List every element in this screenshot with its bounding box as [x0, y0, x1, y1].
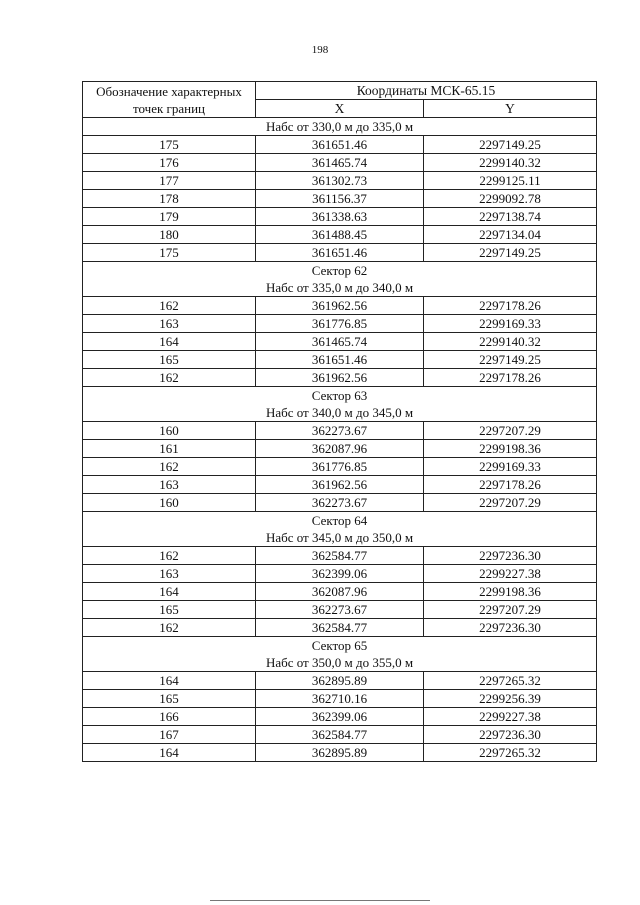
table-row	[83, 208, 597, 226]
x-coordinate-cell: 362273.67	[256, 601, 424, 619]
y-coordinate-cell: 2297178.26	[424, 476, 597, 494]
x-coordinate-cell: 361776.85	[256, 315, 424, 333]
point-cell: 162	[83, 619, 256, 637]
table-row	[83, 154, 597, 172]
x-coordinate-cell: 362399.06	[256, 708, 424, 726]
point-cell: 179	[83, 208, 256, 226]
y-coordinate-cell: 2297149.25	[424, 351, 597, 369]
point-cell: 160	[83, 494, 256, 512]
x-coordinate-cell: 361156.37	[256, 190, 424, 208]
x-coordinate-cell: 362584.77	[256, 547, 424, 565]
point-cell: 175	[83, 244, 256, 262]
bottom-rule	[210, 900, 430, 901]
y-coordinate-cell: 2299140.32	[424, 333, 597, 351]
point-cell: 162	[83, 458, 256, 476]
point-cell: 162	[83, 369, 256, 387]
x-coordinate-cell: 361651.46	[256, 244, 424, 262]
height-range: Набс от 335,0 м до 340,0 м	[265, 280, 414, 295]
y-coordinate-cell: 2297265.32	[424, 672, 597, 690]
table-row	[83, 565, 597, 583]
x-coordinate-cell: 361962.56	[256, 297, 424, 315]
table-body	[83, 118, 597, 762]
table-row	[83, 333, 597, 351]
y-coordinate-cell: 2297236.30	[424, 726, 597, 744]
table-row	[83, 136, 597, 154]
x-coordinate-cell: 361465.74	[256, 154, 424, 172]
y-coordinate-cell: 2297149.25	[424, 244, 597, 262]
point-cell: 176	[83, 154, 256, 172]
point-cell: 165	[83, 601, 256, 619]
table-row	[83, 315, 597, 333]
y-coordinate-cell: 2297236.30	[424, 619, 597, 637]
table-row	[83, 190, 597, 208]
table-row	[83, 369, 597, 387]
point-cell: 163	[83, 476, 256, 494]
sector-title: Сектор 64	[311, 513, 368, 528]
y-coordinate-cell: 2297207.29	[424, 494, 597, 512]
table-row	[83, 744, 597, 762]
table-row	[83, 172, 597, 190]
x-coordinate-cell: 362399.06	[256, 565, 424, 583]
section-header-row	[83, 262, 597, 297]
table-row	[83, 601, 597, 619]
x-column-header: X	[256, 100, 424, 118]
table-row	[83, 297, 597, 315]
y-coordinate-cell: 2297207.29	[424, 601, 597, 619]
x-coordinate-cell: 361962.56	[256, 476, 424, 494]
y-column-header: Y	[424, 100, 597, 118]
page-number: 198	[311, 44, 329, 56]
y-coordinate-cell: 2297236.30	[424, 547, 597, 565]
y-coordinate-cell: 2299092.78	[424, 190, 597, 208]
point-cell: 164	[83, 333, 256, 351]
point-cell: 164	[83, 744, 256, 762]
table-row	[83, 672, 597, 690]
y-coordinate-cell: 2297178.26	[424, 297, 597, 315]
table-row	[83, 244, 597, 262]
point-cell: 178	[83, 190, 256, 208]
point-cell: 163	[83, 565, 256, 583]
x-coordinate-cell: 362895.89	[256, 744, 424, 762]
section-header-row	[83, 512, 597, 547]
y-coordinate-cell: 2297265.32	[424, 744, 597, 762]
x-coordinate-cell: 362087.96	[256, 583, 424, 601]
y-coordinate-cell: 2299198.36	[424, 583, 597, 601]
point-cell: 167	[83, 726, 256, 744]
point-cell: 162	[83, 547, 256, 565]
y-coordinate-cell: 2299198.36	[424, 440, 597, 458]
y-coordinate-cell: 2297134.04	[424, 226, 597, 244]
table-row	[83, 547, 597, 565]
x-coordinate-cell: 361338.63	[256, 208, 424, 226]
height-range: Набс от 345,0 м до 350,0 м	[265, 530, 414, 545]
x-coordinate-cell: 362584.77	[256, 726, 424, 744]
sector-title: Сектор 65	[311, 638, 368, 653]
table-row	[83, 690, 597, 708]
section-header	[83, 118, 597, 136]
table-row	[83, 458, 597, 476]
point-cell: 165	[83, 690, 256, 708]
point-cell: 160	[83, 422, 256, 440]
sector-title: Сектор 63	[311, 388, 368, 403]
x-coordinate-cell: 362895.89	[256, 672, 424, 690]
height-range: Набс от 330,0 м до 335,0 м	[265, 119, 414, 134]
point-cell: 163	[83, 315, 256, 333]
table-row	[83, 351, 597, 369]
point-cell: 161	[83, 440, 256, 458]
y-coordinate-cell: 2299227.38	[424, 565, 597, 583]
x-coordinate-cell: 361651.46	[256, 136, 424, 154]
x-coordinate-cell: 362273.67	[256, 494, 424, 512]
y-coordinate-cell: 2297149.25	[424, 136, 597, 154]
point-cell: 166	[83, 708, 256, 726]
x-coordinate-cell: 361465.74	[256, 333, 424, 351]
section-header	[83, 637, 597, 672]
x-coordinate-cell: 361651.46	[256, 351, 424, 369]
coordinates-table	[82, 81, 597, 762]
y-coordinate-cell: 2299256.39	[424, 690, 597, 708]
point-cell: 177	[83, 172, 256, 190]
section-header-row	[83, 637, 597, 672]
table-row	[83, 619, 597, 637]
x-coordinate-cell: 361776.85	[256, 458, 424, 476]
sector-title: Сектор 62	[311, 263, 368, 278]
x-coordinate-cell: 362087.96	[256, 440, 424, 458]
x-coordinate-cell: 361962.56	[256, 369, 424, 387]
x-coordinate-cell: 362273.67	[256, 422, 424, 440]
x-coordinate-cell: 362710.16	[256, 690, 424, 708]
y-coordinate-cell: 2299227.38	[424, 708, 597, 726]
y-coordinate-cell: 2297178.26	[424, 369, 597, 387]
point-cell: 164	[83, 672, 256, 690]
point-cell: 180	[83, 226, 256, 244]
height-range: Набс от 340,0 м до 345,0 м	[265, 405, 414, 420]
point-cell: 162	[83, 297, 256, 315]
table-row	[83, 708, 597, 726]
table-row	[83, 583, 597, 601]
point-cell: 164	[83, 583, 256, 601]
x-coordinate-cell: 362584.77	[256, 619, 424, 637]
table-row	[83, 726, 597, 744]
section-header-row	[83, 387, 597, 422]
section-header	[83, 387, 597, 422]
table-row	[83, 494, 597, 512]
y-coordinate-cell: 2297138.74	[424, 208, 597, 226]
coordinates-column-header: Координаты МСК-65.15	[256, 82, 597, 100]
table-row	[83, 422, 597, 440]
table-row	[83, 440, 597, 458]
y-coordinate-cell: 2299169.33	[424, 315, 597, 333]
points-column-header: Обозначение характерных точек границ	[83, 82, 256, 118]
table-row	[83, 476, 597, 494]
point-cell: 175	[83, 136, 256, 154]
table-row	[83, 226, 597, 244]
section-header	[83, 262, 597, 297]
height-range: Набс от 350,0 м до 355,0 м	[265, 655, 414, 670]
y-coordinate-cell: 2297207.29	[424, 422, 597, 440]
point-cell: 165	[83, 351, 256, 369]
y-coordinate-cell: 2299140.32	[424, 154, 597, 172]
x-coordinate-cell: 361488.45	[256, 226, 424, 244]
x-coordinate-cell: 361302.73	[256, 172, 424, 190]
section-header	[83, 512, 597, 547]
y-coordinate-cell: 2299169.33	[424, 458, 597, 476]
section-header-row	[83, 118, 597, 136]
y-coordinate-cell: 2299125.11	[424, 172, 597, 190]
